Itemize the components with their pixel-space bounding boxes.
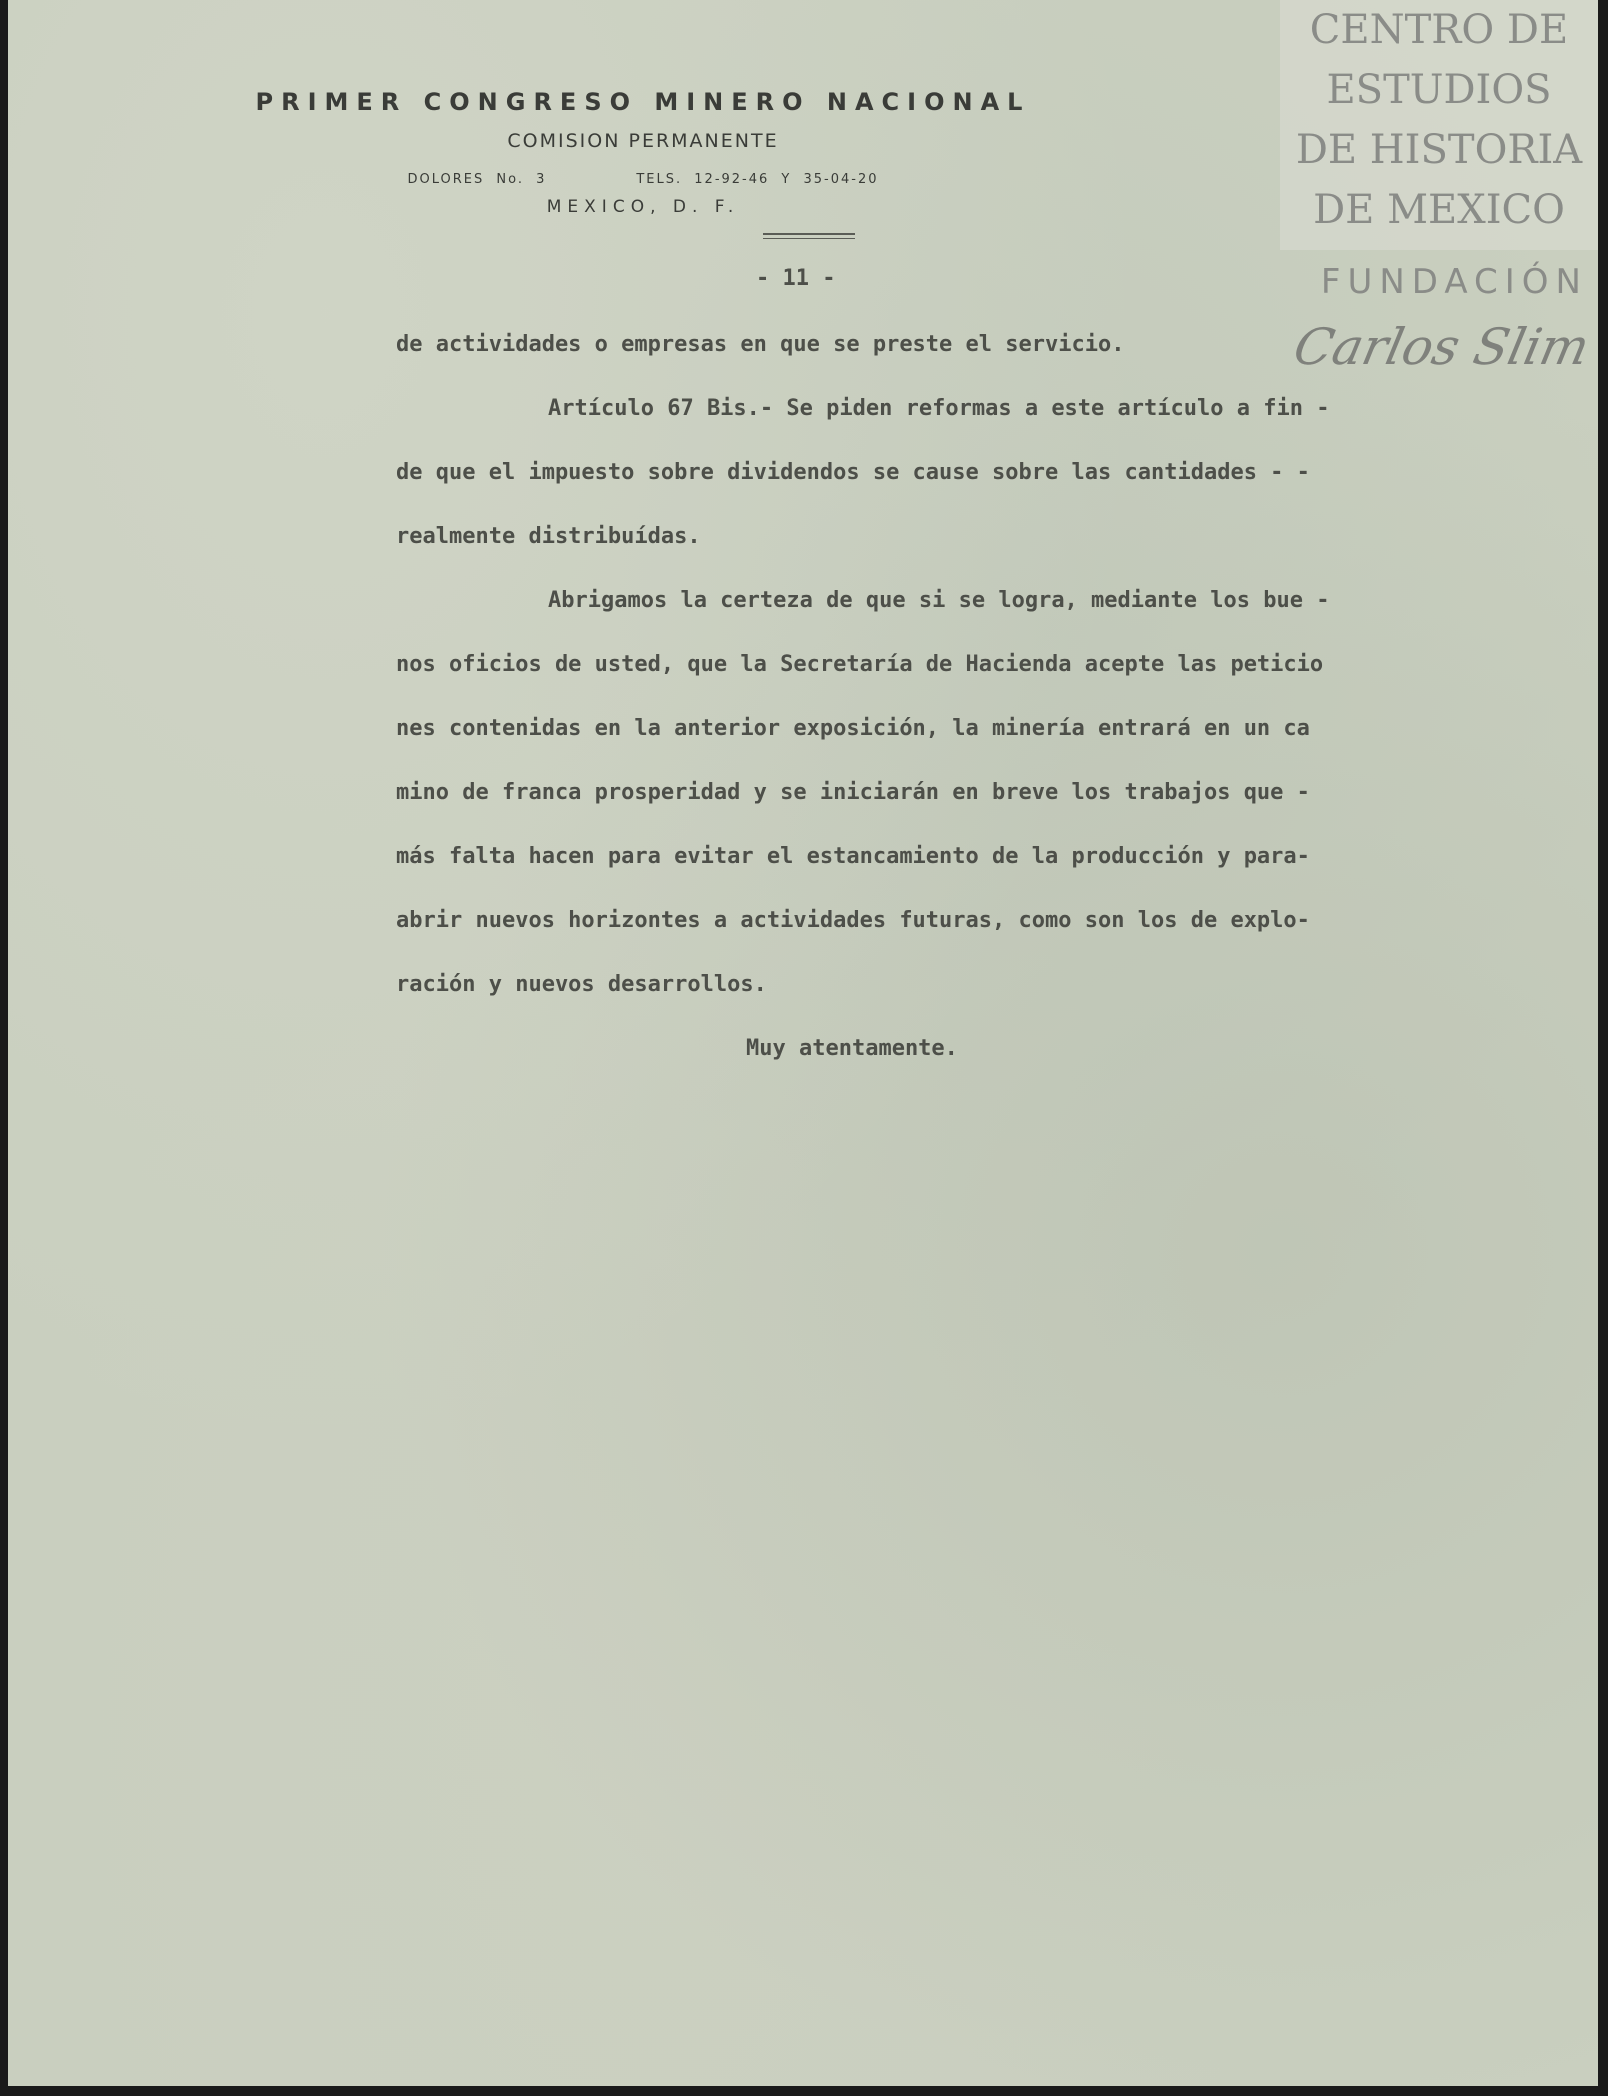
archive-stamp xyxy=(1280,0,1598,250)
stamp-line-2: ESTUDIOS xyxy=(1326,67,1552,113)
stamp-signature: Carlos Slim xyxy=(1288,318,1595,376)
letterhead-contact xyxy=(8,172,1278,187)
body-line: Artículo 67 Bis.- Se piden reformas a este artículo a fin - xyxy=(548,396,1330,421)
closing: Muy atentamente. xyxy=(746,1036,958,1061)
page-number: - 11 - xyxy=(756,266,836,291)
body-line: nes contenidas en la anterior exposición, la minería entrará en un ca xyxy=(396,716,1310,741)
body-line: nos oficios de usted, que la Secretaría de Hacienda acepte las peticio xyxy=(396,652,1324,677)
body-line: realmente distribuídas. xyxy=(396,524,701,549)
body-line: ración y nuevos desarrollos. xyxy=(396,972,767,997)
letterhead-phones: TELS. 12-92-46 Y 35-04-20 xyxy=(636,172,879,187)
stamp-line-4: DE MEXICO xyxy=(1313,187,1565,233)
letterhead-subtitle: COMISION PERMANENTE xyxy=(507,130,779,152)
body-line: de actividades o empresas en que se preste el servicio. xyxy=(396,332,1125,357)
body-line: de que el impuesto sobre dividendos se cause sobre las cantidades - - xyxy=(396,460,1310,485)
stamp-line-1: CENTRO DE xyxy=(1309,7,1569,53)
body-line: mino de franca prosperidad y se iniciarán en breve los trabajos que - xyxy=(396,780,1310,805)
body-line: más falta hacen para evitar el estancamiento de la producción y para- xyxy=(396,844,1310,869)
letterhead-city: MEXICO, D. F. xyxy=(546,197,740,217)
body-line: Abrigamos la certeza de que si se logra, mediante los bue - xyxy=(548,588,1330,613)
stamp-line-3: DE HISTORIA xyxy=(1295,127,1583,173)
letterhead-title: PRIMER CONGRESO MINERO NACIONAL xyxy=(255,88,1031,116)
stamp-foundation: FUNDACIÓN xyxy=(1320,262,1588,302)
body-line: abrir nuevos horizontes a actividades futuras, como son los de explo- xyxy=(396,908,1310,933)
letterhead-rule xyxy=(763,233,855,239)
letterhead-address: DOLORES No. 3 xyxy=(407,172,547,187)
document-page xyxy=(8,0,1598,2086)
